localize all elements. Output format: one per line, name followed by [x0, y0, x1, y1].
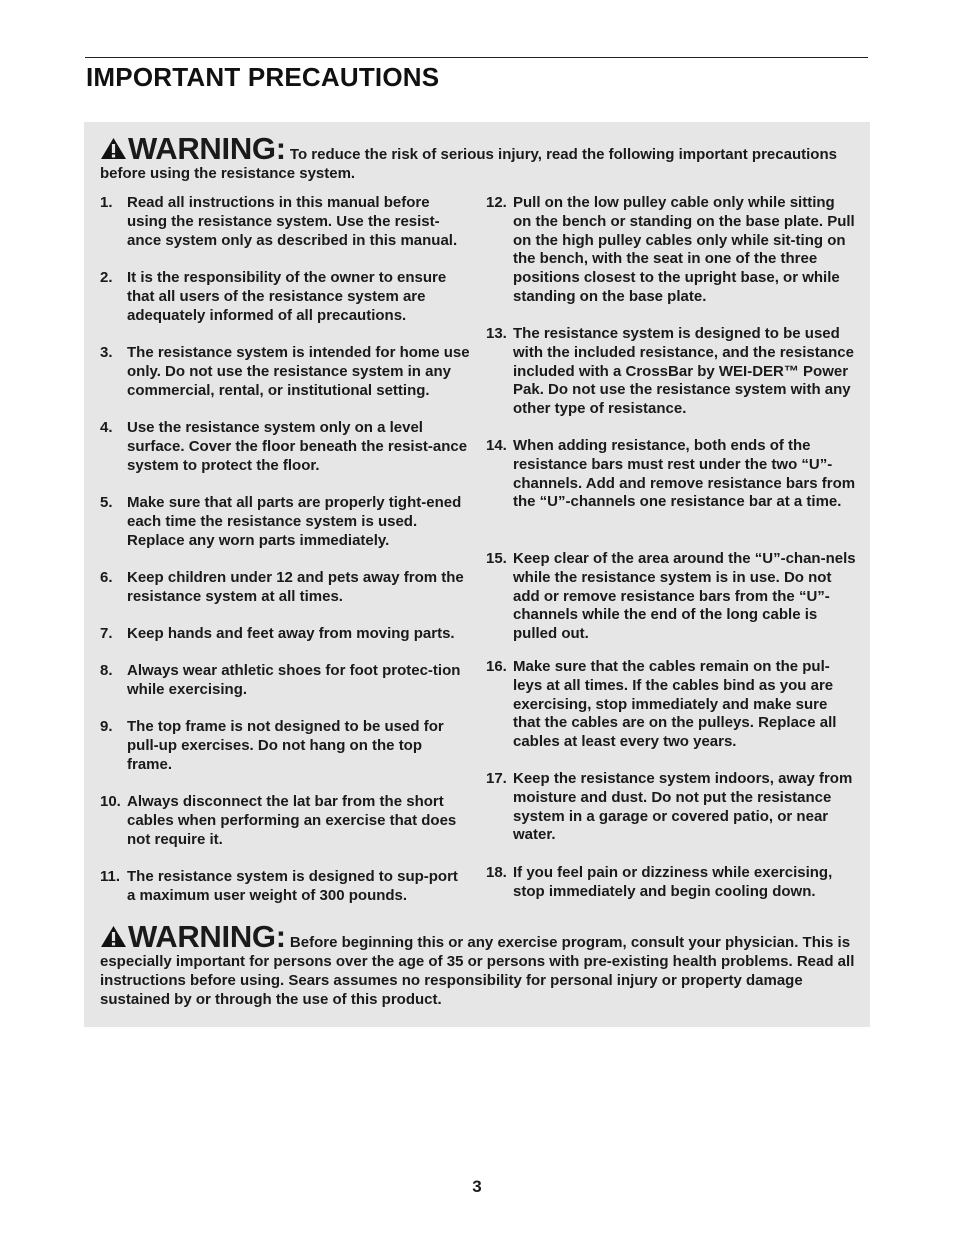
- precaution-item: [100, 269, 470, 325]
- item-text: Keep the resistance system indoors, away from moisture and dust. Do not put the resistance system in a garage or covered patio, or near water.: [513, 770, 853, 844]
- precaution-item: [486, 864, 856, 902]
- item-number: 12.: [486, 194, 507, 211]
- item-text: Use the resistance system only on a level surface. Cover the floor beneath the resist-ance system to protect the floor.: [127, 419, 468, 474]
- item-number: 13.: [486, 325, 507, 342]
- precaution-item: [100, 569, 470, 607]
- precaution-item: [486, 437, 856, 512]
- item-text: Keep children under 12 and pets away from the resistance system at all times.: [127, 569, 464, 605]
- item-number: 3.: [100, 344, 113, 361]
- item-text: Keep clear of the area around the “U”-chan-nels while the resistance system is in use. Do not add or remove resistance bars from the “U”-channels while the end of the long cable is pulled out.: [513, 550, 856, 643]
- item-number: 14.: [486, 437, 507, 454]
- precaution-item: [100, 662, 470, 700]
- page-number: 3: [472, 1177, 482, 1196]
- warning-bottom: [100, 919, 860, 1009]
- warning-text: To reduce the risk of serious injury, read the following important precautions before using the resistance system.: [100, 146, 837, 182]
- precaution-item: [486, 550, 856, 644]
- item-text: Read all instructions in this manual before using the resistance system. Use the resist-ance system only as described in this manual.: [127, 194, 458, 249]
- precaution-item: [100, 194, 470, 250]
- item-number: 10.: [100, 793, 121, 810]
- item-text: The top frame is not designed to be used for pull-up exercises. Do not hang on the top frame.: [127, 718, 444, 773]
- precaution-item: [486, 770, 856, 845]
- precaution-item: [100, 718, 470, 774]
- item-text: Make sure that all parts are properly tight-ened each time the resistance system is used. Replace any worn parts immediately.: [127, 494, 462, 549]
- item-text: The resistance system is designed to be used with the included resistance, and the resistance included with a CrossBar by WEI-DER™ Power Pak. Do not use the resistance system with any other type of resistance.: [513, 325, 854, 418]
- item-number: 18.: [486, 864, 507, 881]
- item-number: 15.: [486, 550, 507, 567]
- item-number: 6.: [100, 569, 113, 586]
- item-text: Make sure that the cables remain on the pul-leys at all times. If the cables bind as you are exercising, stop immediately and make sure that the cables are on the pulleys. Replace all cables at least every two years.: [513, 658, 837, 751]
- item-text: Keep hands and feet away from moving parts.: [127, 625, 455, 642]
- item-text: It is the responsibility of the owner to ensure that all users of the resistance system are adequately informed of all precautions.: [127, 269, 447, 324]
- warning-text: Before beginning this or any exercise program, consult your physician. This is especially important for persons over the age of 35 or persons with pre-existing health problems. Read all instructions before using. Sears assumes no responsibility for personal injury or property damage sustained by or through the use of this product.: [100, 934, 855, 1008]
- item-number: 7.: [100, 625, 113, 642]
- precaution-item: [100, 344, 470, 400]
- item-number: 1.: [100, 194, 113, 211]
- precaution-item: [100, 868, 470, 906]
- item-number: 11.: [100, 868, 121, 885]
- item-text: When adding resistance, both ends of the resistance bars must rest under the two “U”-channels. Add and remove resistance bars from the “U”-channels one resistance bar at a time.: [513, 437, 856, 511]
- top-rule: [85, 57, 868, 58]
- precaution-item: [100, 494, 470, 550]
- page-title: IMPORTANT PRECAUTIONS: [86, 62, 440, 92]
- item-text: Always disconnect the lat bar from the short cables when performing an exercise that does not require it.: [127, 793, 457, 848]
- precaution-item: [100, 625, 470, 644]
- warning-top: [100, 131, 860, 183]
- item-number: 16.: [486, 658, 507, 675]
- precautions-panel: [84, 122, 870, 1027]
- precaution-item: [100, 793, 470, 849]
- warning-triangle-icon: [100, 137, 127, 160]
- item-number: 9.: [100, 718, 113, 735]
- warning-label: WARNING:: [128, 919, 286, 954]
- warning-label: WARNING:: [128, 131, 286, 166]
- precaution-item: [486, 658, 856, 752]
- warning-triangle-icon: [100, 925, 127, 948]
- item-text: The resistance system is designed to sup-port a maximum user weight of 300 pounds.: [127, 868, 458, 904]
- item-number: 5.: [100, 494, 113, 511]
- item-number: 17.: [486, 770, 507, 787]
- item-text: If you feel pain or dizziness while exercising, stop immediately and begin cooling down.: [513, 864, 833, 900]
- item-number: 4.: [100, 419, 113, 436]
- item-number: 2.: [100, 269, 113, 286]
- item-text: Pull on the low pulley cable only while sitting on the bench or standing on the base plate. Pull on the high pulley cables only while sit-ting on the bench, with the seat in one of the three positions closest to the upright base, or while standing on the base plate.: [513, 194, 855, 305]
- precaution-item: [486, 325, 856, 419]
- item-text: The resistance system is intended for home use only. Do not use the resistance system in any commercial, rental, or institutional setting.: [127, 344, 470, 399]
- item-text: Always wear athletic shoes for foot protec-tion while exercising.: [127, 662, 461, 698]
- precaution-item: [486, 194, 856, 307]
- item-number: 8.: [100, 662, 113, 679]
- precaution-item: [100, 419, 470, 475]
